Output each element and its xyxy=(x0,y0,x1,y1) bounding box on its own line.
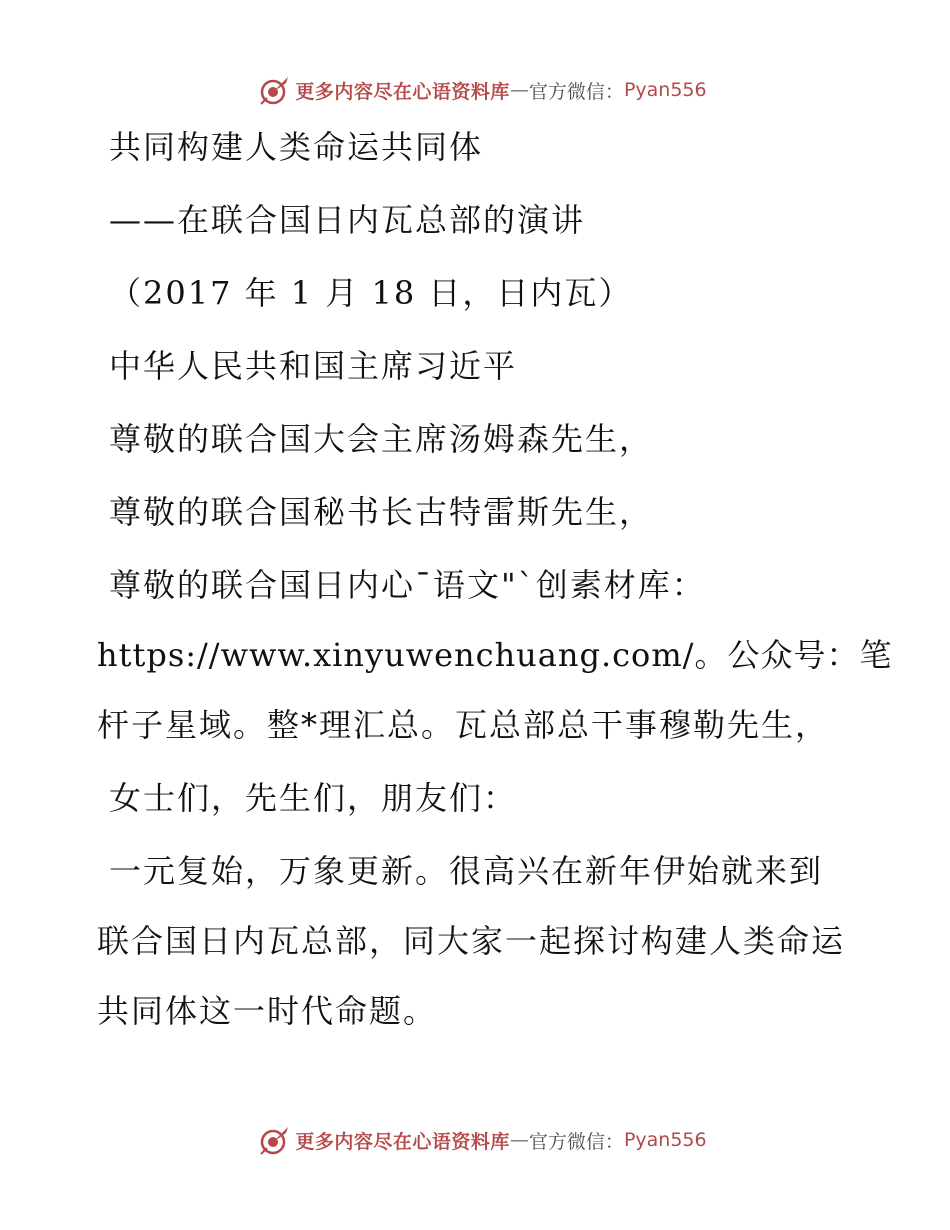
paragraph-line-3: 共同体这一时代命题。 xyxy=(97,992,438,1030)
banner-tagline: 更多内容尽在心语资料库 xyxy=(295,1130,510,1153)
document-body xyxy=(97,120,893,1038)
banner-tagline: 更多内容尽在心语资料库 xyxy=(295,80,510,103)
quill-logo-icon xyxy=(259,74,291,106)
salutation-3-line-1: 尊敬的联合国日内心¯语文"`创素材库： xyxy=(109,566,706,604)
document-title: 共同构建人类命运共同体 xyxy=(109,128,484,166)
salutation-3-line-2: https://www.xinyuwenchuang.com/。公众号：笔 xyxy=(97,636,893,674)
quill-logo-icon xyxy=(259,1124,291,1156)
banner-wechat-label: 官方微信： xyxy=(528,80,624,103)
paragraph-line-2: 联合国日内瓦总部，同大家一起探讨构建人类命运 xyxy=(97,922,846,960)
banner-wechat-label: 官方微信： xyxy=(528,1130,624,1153)
banner-dash: — xyxy=(509,1129,529,1151)
document-speaker: 中华人民共和国主席习近平 xyxy=(109,347,518,385)
paragraph-line-1: 一元复始，万象更新。很高兴在新年伊始就来到 xyxy=(109,852,824,890)
greeting: 女士们，先生们，朋友们： xyxy=(109,779,518,817)
document-subtitle: ——在联合国日内瓦总部的演讲 xyxy=(109,201,586,239)
salutation-1: 尊敬的联合国大会主席汤姆森先生， xyxy=(109,420,654,458)
footer-banner xyxy=(0,1120,950,1160)
salutation-2: 尊敬的联合国秘书长古特雷斯先生， xyxy=(109,493,654,531)
banner-dash: — xyxy=(509,79,529,101)
header-banner xyxy=(0,70,950,110)
banner-wechat-id: Pyan556 xyxy=(623,79,707,101)
salutation-3-line-3: 杆子星域。整*理汇总。瓦总部总干事穆勒先生， xyxy=(97,706,830,744)
document-dateline: （2017 年 1 月 18 日，日内瓦） xyxy=(109,274,633,312)
banner-wechat-id: Pyan556 xyxy=(623,1129,707,1151)
